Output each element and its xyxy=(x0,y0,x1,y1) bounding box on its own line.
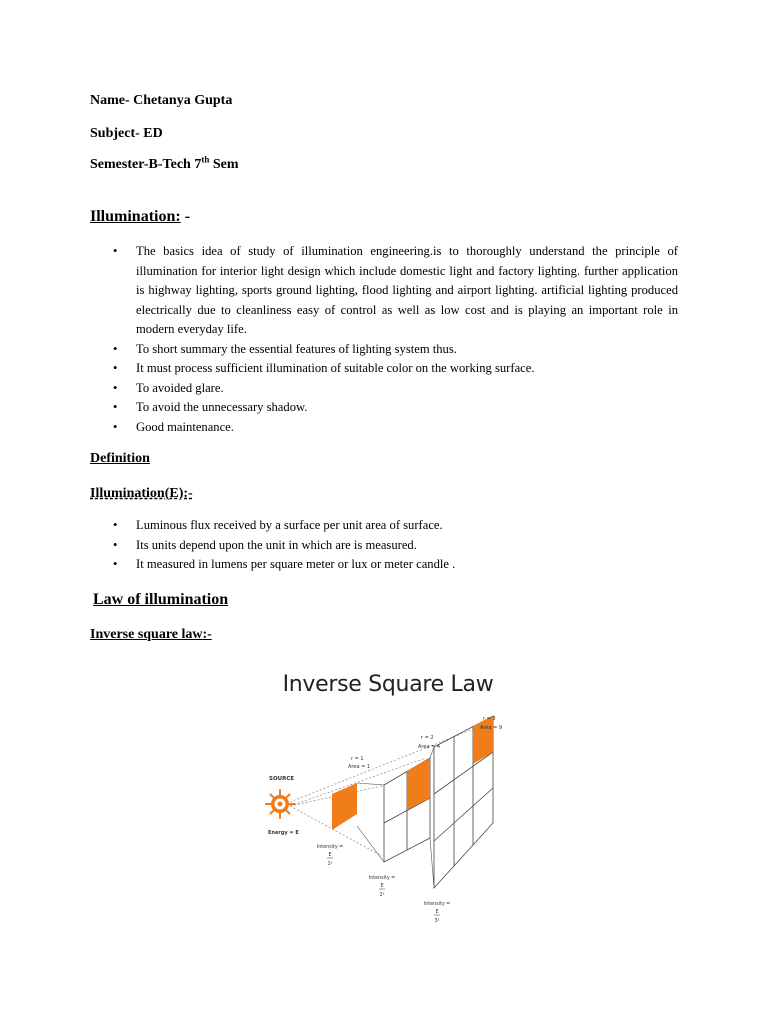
list-item: • The basics idea of study of illumination engineering.is to thoroughly understand the principle of illumination for interior light design which include domestic light and factory lighting. further application is highway lighting, sports ground lighting, flood lighting and airport lighting. artificial lighting produced electrically due to cleanliness easy of control as well as low cost and is playing an important role in modern everyday life. xyxy=(90,242,678,340)
square-r3 xyxy=(473,716,493,764)
intensity-num-1: E xyxy=(328,853,332,858)
list-item: • Good maintenance. xyxy=(90,418,678,438)
list-item: • It measured in lumens per square meter or lux or meter candle . xyxy=(90,555,678,575)
area2-label: Area = 4 xyxy=(418,744,441,750)
semester-line xyxy=(90,154,239,173)
r1-label: r = 1 xyxy=(351,756,364,762)
light-source-icon xyxy=(265,789,295,819)
illumination-bullet-list xyxy=(90,242,678,437)
list-item: • Its units depend upon the unit in which are is measured. xyxy=(90,536,678,556)
list-item: • To avoided glare. xyxy=(90,379,678,399)
semester-prefix: Semester-B-Tech 7 xyxy=(90,157,202,172)
square-r2 xyxy=(407,758,430,810)
list-item: • It must process sufficient illumination of suitable color on the working surface. xyxy=(90,359,678,379)
source-label: SOURCE xyxy=(269,776,295,782)
energy-label: Energy = E xyxy=(268,830,299,836)
r3-label: r = 3 xyxy=(483,716,496,722)
intensity-num-2: E xyxy=(380,884,384,889)
illumination-heading-suffix: - xyxy=(180,208,191,225)
semester-superscript: th xyxy=(201,154,210,165)
area3-label: Area = 9 xyxy=(480,725,503,731)
semester-suffix: Sem xyxy=(209,157,239,172)
inverse-square-law-figure xyxy=(258,668,518,938)
inverse-square-law-heading: Inverse square law:- xyxy=(90,627,212,642)
student-name: Name- Chetanya Gupta xyxy=(90,93,233,108)
area1-label: Area = 1 xyxy=(348,764,371,770)
intensity-label-3: Intensity = xyxy=(423,902,451,907)
r2-label: r = 2 xyxy=(421,735,434,741)
projection-lines xyxy=(290,728,476,856)
intensity-label-1: Intensity = xyxy=(316,845,344,850)
intensity-den-3: 3² xyxy=(434,919,440,924)
intensity-den-1: 1² xyxy=(327,862,333,867)
illumination-heading xyxy=(90,208,190,226)
definition-heading: Definition xyxy=(90,451,150,466)
list-item: • To avoid the unnecessary shadow. xyxy=(90,398,678,418)
list-item: • Luminous flux received by a surface per unit area of surface. xyxy=(90,516,678,536)
subject-line: Subject- ED xyxy=(90,126,163,141)
list-item: • To short summary the essential features of lighting system thus. xyxy=(90,340,678,360)
intensity-label-2: Intensity = xyxy=(368,876,396,881)
inverse-square-diagram xyxy=(258,668,518,938)
intensity-den-2: 2² xyxy=(379,893,385,898)
illumination-heading-text: Illumination: xyxy=(90,208,181,225)
intensity-num-3: E xyxy=(435,910,439,915)
illumination-term-heading: Illumination(E):- xyxy=(90,486,193,501)
intensity-labels xyxy=(317,844,450,924)
figure-title: Inverse Square Law xyxy=(282,672,494,697)
law-of-illumination-heading: Law of illumination xyxy=(93,591,229,608)
definition-bullet-list xyxy=(90,516,678,575)
